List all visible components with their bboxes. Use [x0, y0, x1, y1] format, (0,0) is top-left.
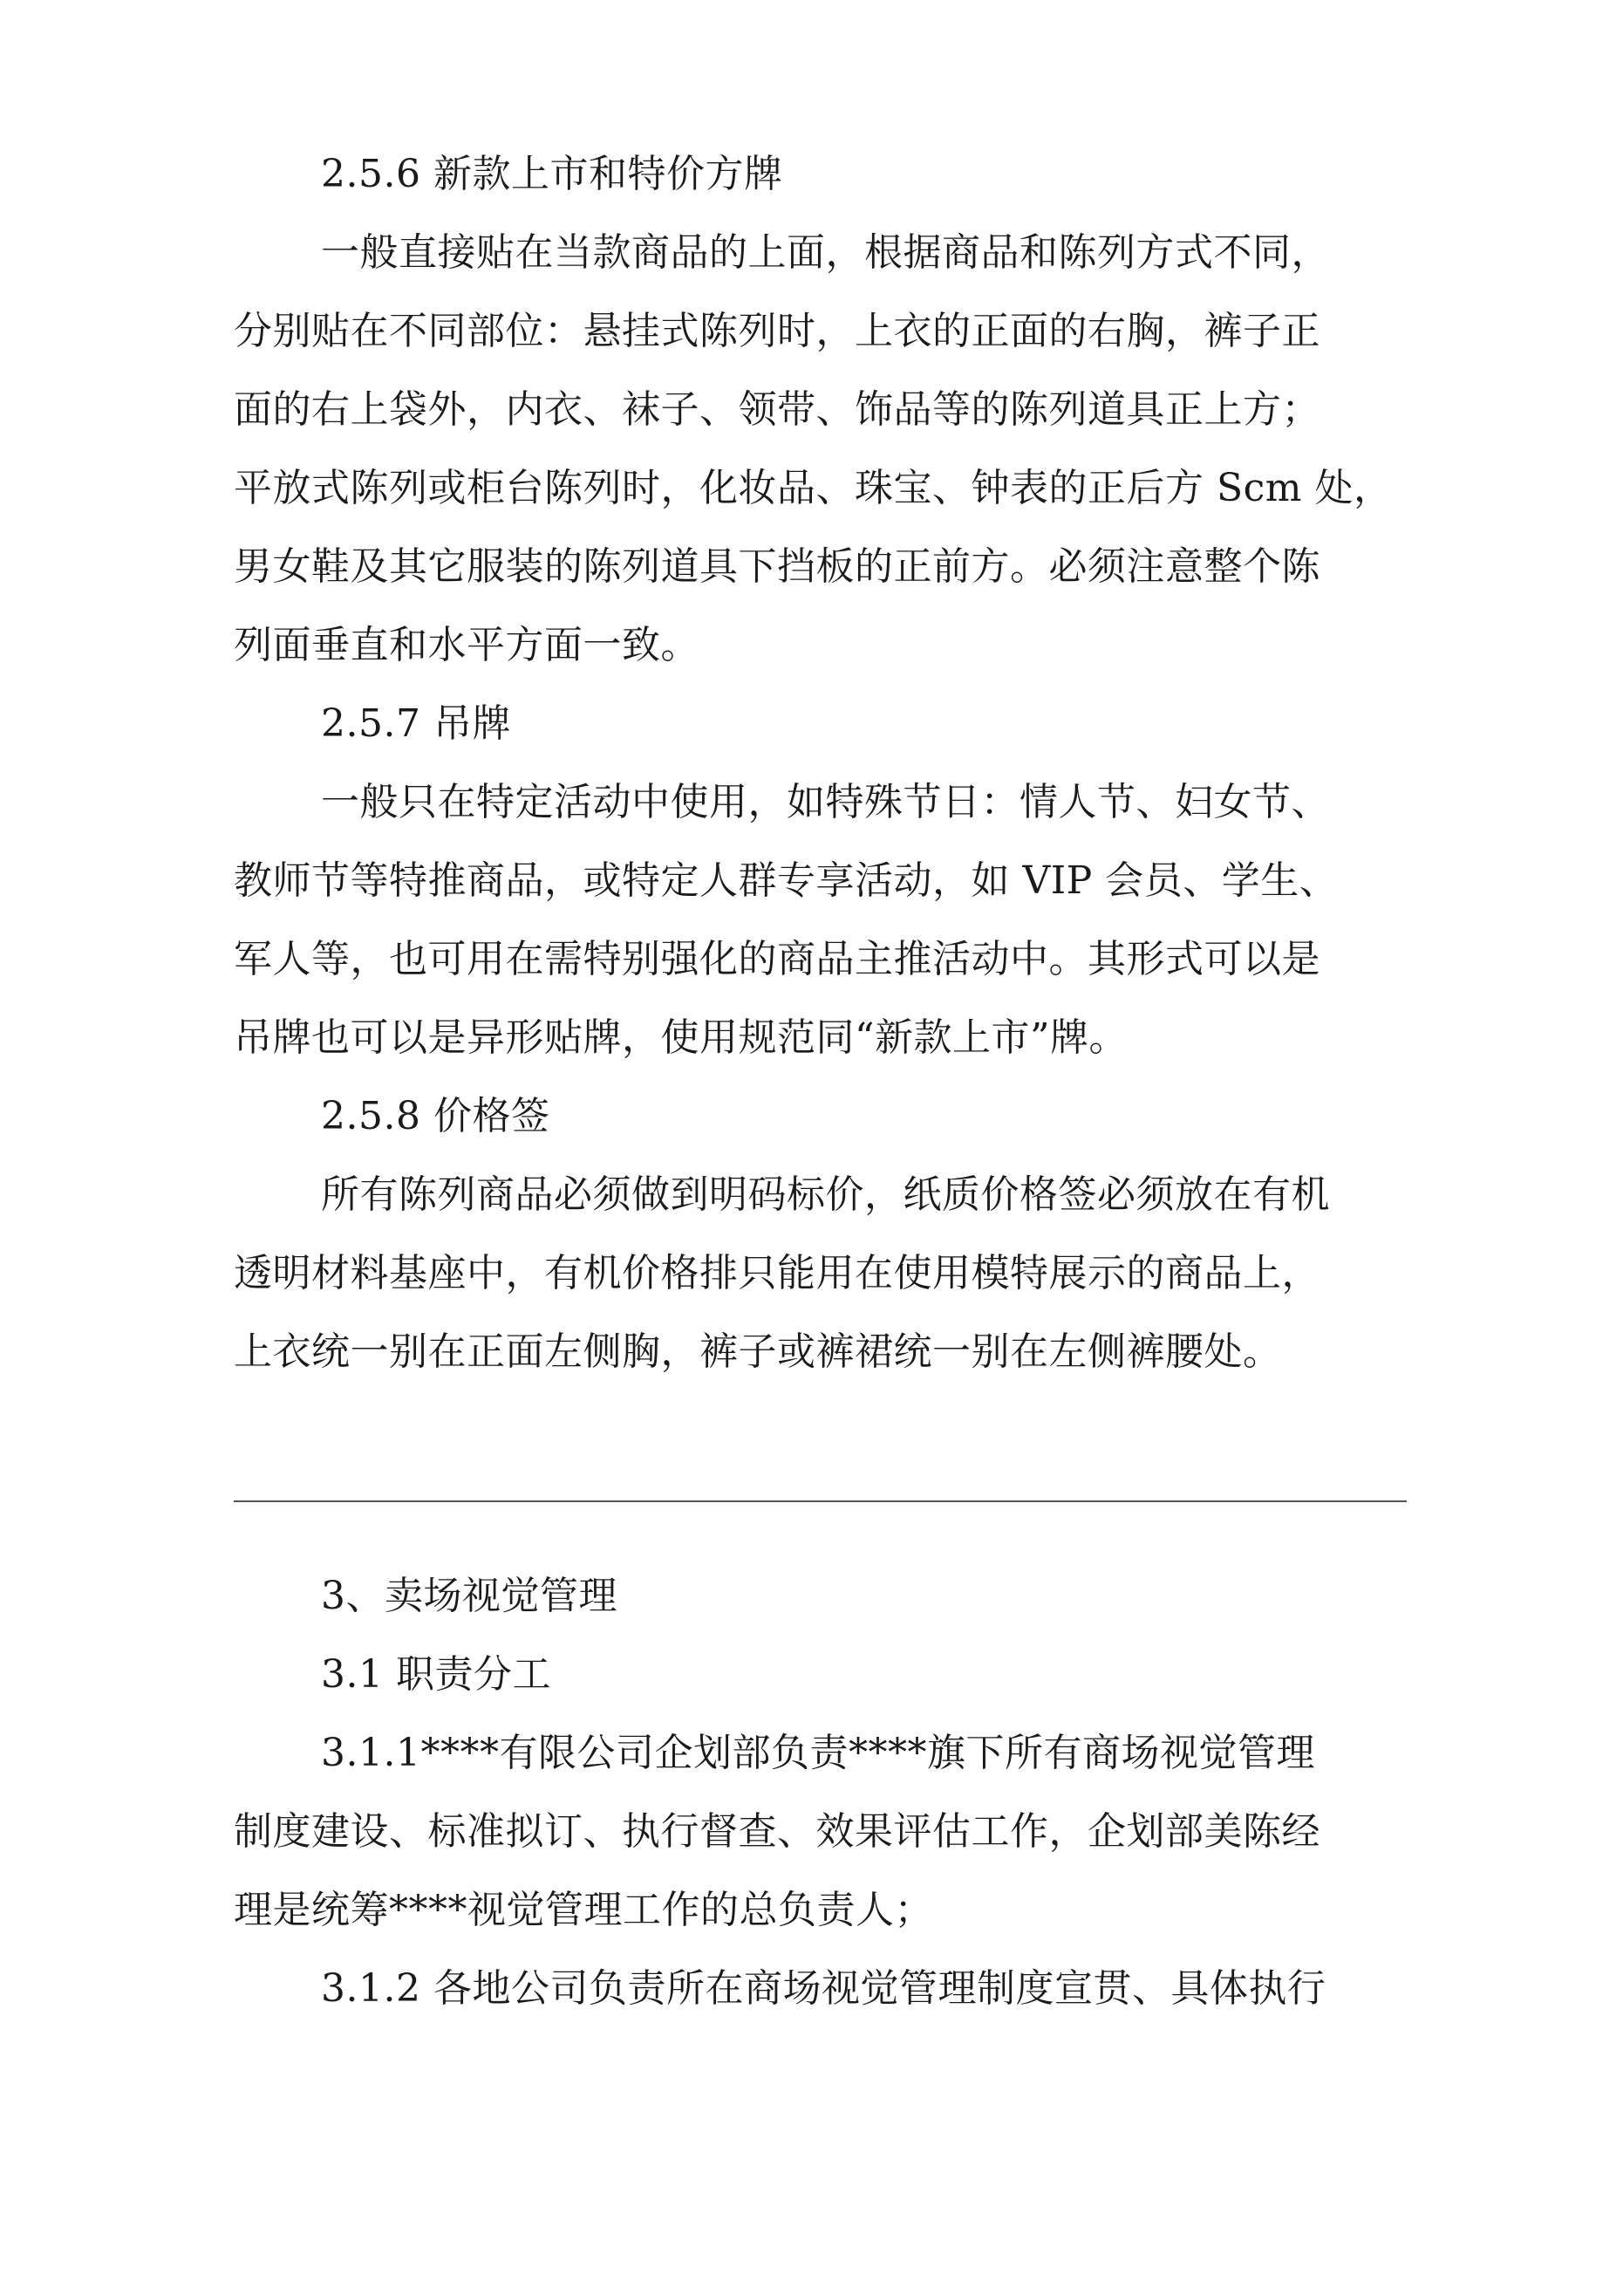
paragraph-line: 3.1.2 各地公司负责所在商场视觉管理制度宣贯、具体执行 — [321, 1966, 1326, 2011]
section-heading-256: 2.5.6 新款上市和特价方牌 — [321, 152, 783, 196]
paragraph-line: 透明材料基座中，有机价格排只能用在使用模特展示的商品上， — [234, 1251, 1320, 1295]
section-divider — [234, 1500, 1407, 1502]
paragraph-line: 男女鞋及其它服装的陈列道具下挡板的正前方。必须注意整个陈 — [234, 544, 1320, 589]
section-heading-258: 2.5.8 价格签 — [321, 1094, 550, 1138]
paragraph-line: 平放式陈列或柜台陈列时，化妆品、珠宝、钟表的正后方 Scm 处， — [234, 466, 1393, 510]
section-heading-31: 3.1 职责分工 — [321, 1652, 551, 1697]
paragraph-line: 3.1.1****有限公司企划部负责****旗下所有商场视觉管理 — [321, 1731, 1315, 1775]
section-heading-3: 3、卖场视觉管理 — [321, 1574, 617, 1618]
paragraph-line: 理是统筹****视觉管理工作的总负责人； — [234, 1888, 933, 1932]
paragraph-line: 一般只在特定活动中使用，如特殊节日：情人节、妇女节、 — [321, 780, 1330, 824]
paragraph-line: 分别贴在不同部位：悬挂式陈列时，上衣的正面的右胸，裤子正 — [234, 309, 1320, 353]
paragraph-line: 吊牌也可以是异形贴牌，使用规范同“新款上市”牌。 — [234, 1015, 1128, 1060]
paragraph-line: 教师节等特推商品，或特定人群专享活动，如 VIP 会员、学生、 — [234, 858, 1339, 903]
paragraph-line: 上衣统一别在正面左侧胸，裤子或裤裙统一别在左侧裤腰处。 — [234, 1329, 1282, 1374]
paragraph-line: 制度建设、标准拟订、执行督查、效果评估工作，企划部美陈经 — [234, 1809, 1320, 1854]
paragraph-line: 一般直接贴在当款商品的上面，根据商品和陈列方式不同， — [321, 230, 1330, 275]
paragraph-line: 所有陈列商品必须做到明码标价，纸质价格签必须放在有机 — [321, 1172, 1330, 1217]
paragraph-line: 军人等，也可用在需特别强化的商品主推活动中。其形式可以是 — [234, 937, 1320, 981]
paragraph-line: 列面垂直和水平方面一致。 — [234, 623, 699, 667]
paragraph-line: 面的右上袋外，内衣、袜子、领带、饰品等的陈列道具正上方； — [234, 387, 1320, 432]
section-heading-257: 2.5.7 吊牌 — [321, 701, 511, 746]
